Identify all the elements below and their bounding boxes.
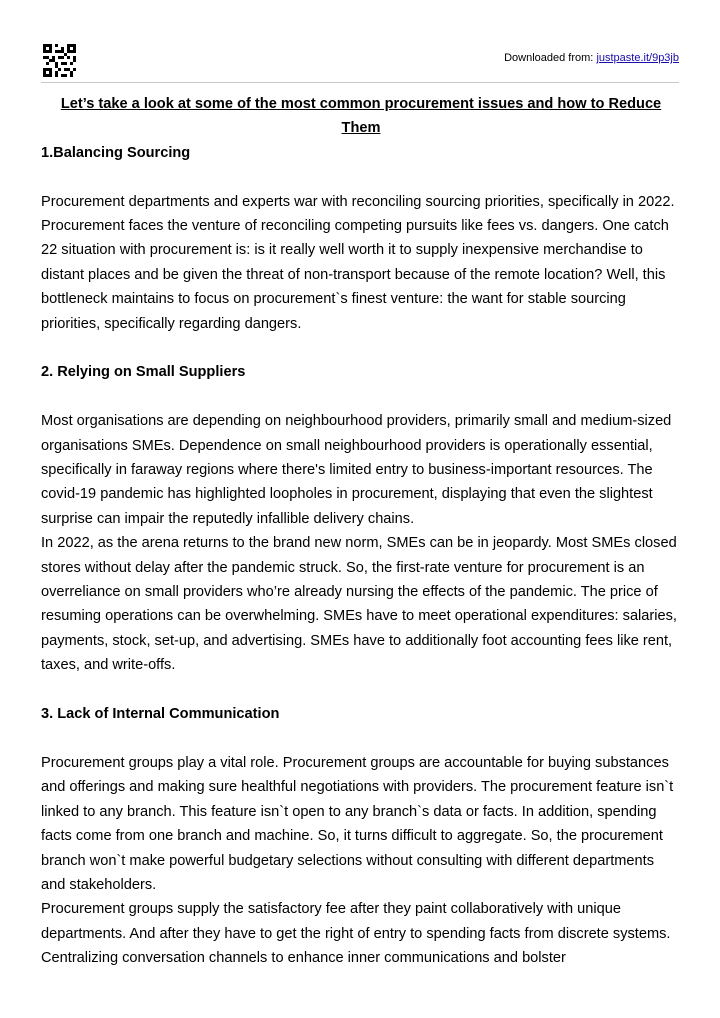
section-paragraph: Procurement groups supply the satisfactory fee after they paint collaboratively with unique departments. And after they have to get the right of entry to spending facts from discrete systems. Centralizing conversation channels to enhance inner communications and bolster [41,901,671,967]
spacer [41,678,681,702]
section-heading-relying-on-small-suppliers: 2. Relying on Small Suppliers [41,364,246,381]
spacer [41,336,681,360]
section-paragraph: Procurement groups play a vital role. Procurement groups are accountable for buying substances and offerings and making sure healthful negotiations with providers. The procurement feature isn`t linked to any branch. This feature isn`t open to any branch`s data or facts. In addition, spending facts come from one branch and machine. So, it turns difficult to aggregate. So, the procurement branch won`t make powerful budgetary selections without consulting with different departments and stakeholders. [41,754,674,893]
section-heading-lack-of-internal-communication: 3. Lack of Internal Communication [41,706,280,723]
header-divider [41,82,679,83]
qr-code-icon [43,44,76,77]
spacer [41,385,681,409]
download-source [504,52,679,64]
document-body [41,92,681,971]
section-paragraph: Procurement departments and experts war with reconciling sourcing priorities, specifically in 2022. Procurement faces the venture of reconciling competing pursuits like fees vs. dangers. One catch 22 situation with procurement is: is it really well worth it to supply inexpensive merchandise to distant places and be given the threat of non-transport because of the remote location? Well, this bottleneck maintains to focus on procurement`s finest venture: the want for stable sourcing priorities, specifically regarding dangers. [41,193,675,332]
spacer [41,165,681,189]
section-paragraph: Most organisations are depending on neighbourhood providers, primarily small and medium-sized organisations SMEs. Dependence on small neighbourhood providers is operationally essential, specifically in faraway regions where there's limited entry to business-important resources. The covid-19 pandemic has highlighted loopholes in procurement, displaying that even the slightest surprise can impair the reputedly infallible delivery chains. [41,413,672,527]
section-paragraph: In 2022, as the arena returns to the brand new norm, SMEs can be in jeopardy. Most SMEs closed stores without delay after the pandemic struck. So, the first-rate venture for procurement is an overreliance on small providers who’re already nursing the effects of the pandemic. The price of resuming operations can be overwhelming. SMEs have to meet operational expenditures: salaries, payments, stock, set-up, and advertising. SMEs have to additionally foot accounting fees like rent, taxes, and write-offs. [41,535,677,674]
section-heading-balancing-sourcing: 1.Balancing Sourcing [41,144,191,161]
spacer [41,727,681,751]
document-title: Let’s take a look at some of the most common procurement issues and how to Reduce Them [60,96,662,137]
source-link[interactable]: justpaste.it/9p3jb [596,52,679,64]
downloaded-from-label: Downloaded from: [504,52,594,64]
